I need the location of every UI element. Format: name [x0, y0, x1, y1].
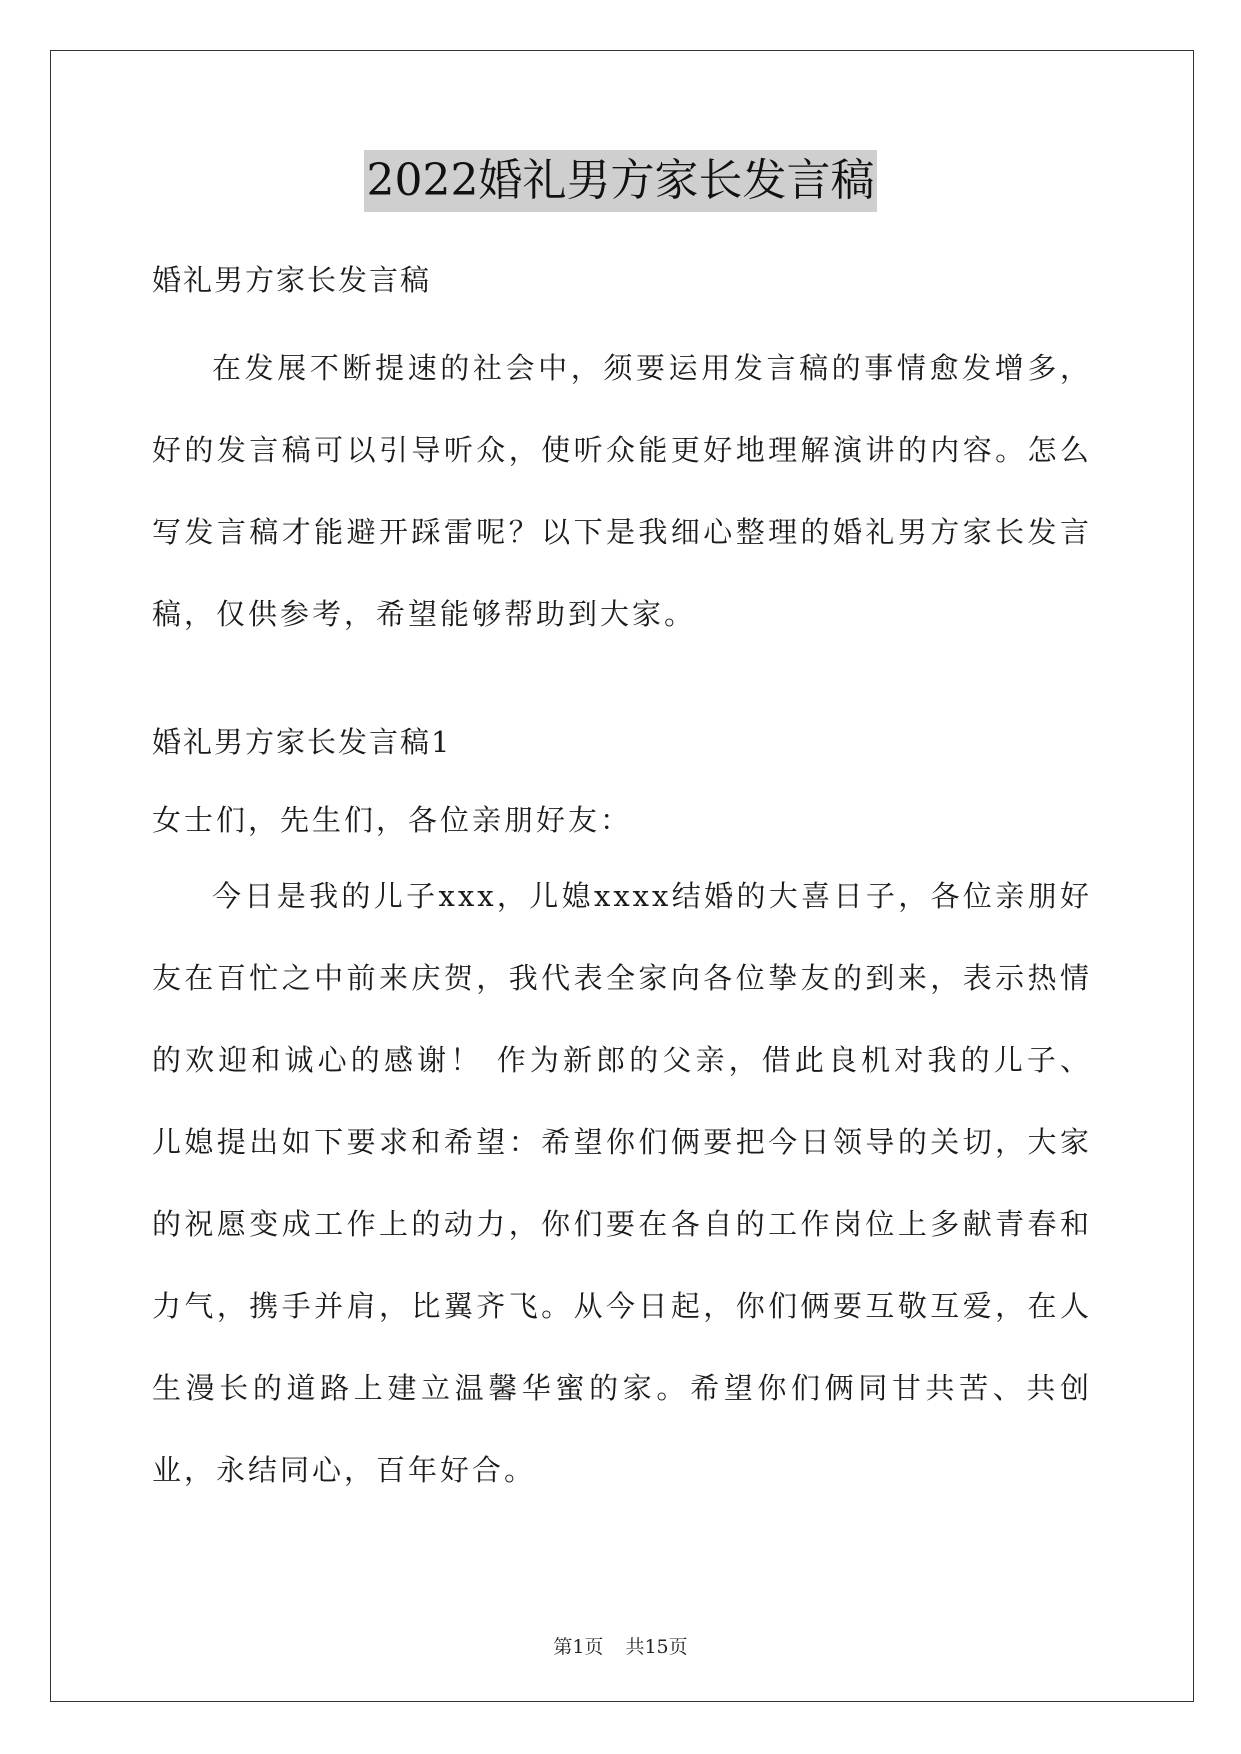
document-title: 2022婚礼男方家长发言稿 [364, 150, 878, 212]
page-number: 第1页 [553, 1636, 604, 1658]
body-paragraph: 今日是我的儿子xxx，儿媳xxxx结婚的大喜日子，各位亲朋好友在百忙之中前来庆贺，我代表全家向各位挚友的到来，表示热情的欢迎和诚心的感谢！ 作为新郎的父亲，借此良机对我的儿子、儿媳提出如下要求和希望：希望你们俩要把今日领导的关切，大家的祝愿变成工作上的动力，你们要在各自的工作岗位上多献青春和力气，携手并肩，比翼齐飞。从今日起，你们俩要互敬互爱，在人生漫长的道路上建立温馨华蜜的家。希望你们俩同甘共苦、共创业，永结同心，百年好合。 [152, 879, 1092, 1487]
document-body [152, 255, 1092, 1511]
title-wrap [0, 150, 1241, 212]
subtitle: 婚礼男方家长发言稿 [152, 263, 432, 297]
salutation: 女士们，先生们，各位亲朋好友： [152, 803, 633, 837]
page-total: 共15页 [625, 1636, 688, 1658]
page-footer [0, 1632, 1241, 1659]
intro-paragraph: 在发展不断提速的社会中，须要运用发言稿的事情愈发增多，好的发言稿可以引导听众，使听众能更好地理解演讲的内容。怎么写发言稿才能避开踩雷呢？以下是我细心整理的婚礼男方家长发言稿，仅供参考，希望能够帮助到大家。 [152, 351, 1092, 631]
section-heading: 婚礼男方家长发言稿1 [152, 725, 452, 759]
